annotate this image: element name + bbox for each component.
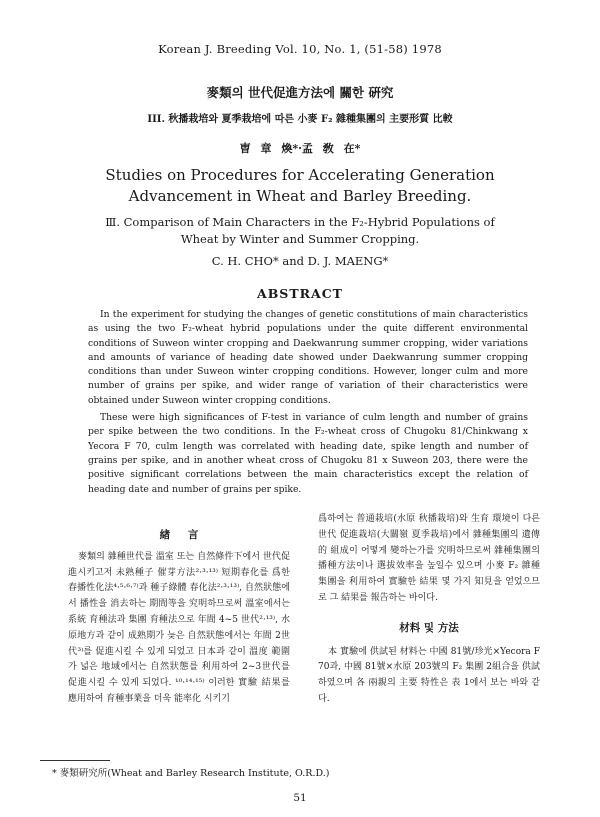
footnote: * 麥類硏究所(Wheat and Barley Research Institute, O.R.D.) <box>52 768 330 779</box>
english-title-line-1: Studies on Procedures for Accelerating Generation <box>105 166 495 184</box>
abstract-body <box>88 308 528 500</box>
right-column <box>318 512 540 708</box>
english-title <box>0 165 600 207</box>
footnote-rule <box>40 760 110 761</box>
intro-text: 麥類의 雜種世代를 溫室 또는 自然條件下에서 世代促進시키고저 未熟種子 催芽方法²·³·¹³⁾ 短期春化를 爲한 春播性化法⁴·⁵·⁶·⁷⁾과 種子綠體 春化法²·³·¹³⁾, 自然狀態에서 播性을 消去하는 期間等을 究明하므로써 溫室에서는 系統 育種法과 集團 育種法으로 年間 4~5 世代²·¹³⁾, 水原地方과 같이 成熟期가 늦은 自然狀態에서는 年間 2世代³⁾를 促進시킬 수 있게 되었고 日本과 같이 溫度 範圍가 넓은 地域에서는 自然狀態를 利用하여 2~3世代를 促進시킬 수 있게 되었다. ¹⁰·¹⁴·¹⁵⁾ 이러한 實驗 結果를 應用하여 育種事業을 더욱 能率化 시키기 <box>68 551 290 704</box>
english-title-line-2: Advancement in Wheat and Barley Breeding. <box>128 187 472 205</box>
left-column <box>68 528 290 708</box>
korean-title: 麥類의 世代促進方法에 關한 硏究 <box>206 85 394 100</box>
intro-heading: 緖 言 <box>159 529 199 541</box>
methods-heading: 材料 및 方法 <box>399 621 459 634</box>
korean-subtitle: III. 秋播栽培와 夏季栽培에 따른 小麥 F₂ 雜種集團의 主要形質 比較 <box>147 114 453 125</box>
english-subtitle-line-2: Wheat by Winter and Summer Cropping. <box>180 232 420 246</box>
english-subtitle <box>0 214 600 248</box>
journal-header: Korean J. Breeding Vol. 10, No. 1, (51-58) 1978 <box>158 42 442 56</box>
abstract-paragraph-2: These were high significances of F-test in variance of culm length and number of grains per spike between the two conditions. In the F₂-wheat cross of Chugoku 81/Chinkwang x Yecora F 70, culm length was correlated with heading date, spike length and number of grains per spike, and in another wheat cross of Chugoku 81 x Suweon 203, there were the positive significant correlations between the main characteristics except the relation of heading date and number of grains per spike. <box>88 412 528 495</box>
korean-authors: 曺 章 煥*·孟 敎 在* <box>239 142 361 155</box>
abstract-paragraph-1: In the experiment for studying the changes of genetic constitutions of main characteristics as using the two F₂-wheat hybrid populations under the quite different environmental conditions of Suweon winter cropping and Daekwanrung summer cropping, wider variations and amounts of variance of heading date showed under Daekwanrung summer cropping conditions than under Suweon winter cropping conditions. However, longer culm and more number of grains per spike, and wider range of variation of their characteristics were obtained under Suweon winter cropping conditions. <box>88 309 528 406</box>
english-subtitle-line-1: Ⅲ. Comparison of Main Characters in the F₂-Hybrid Populations of <box>105 215 495 229</box>
abstract-heading: ABSTRACT <box>257 286 343 301</box>
methods-text: 本 實驗에 供試된 材料는 中國 81號/珍光×Yecora F 70과, 中國 81號×水原 203號의 F₂ 集團 2組合을 供試하였으며 各 兩親의 主要 特性은 表 1에서 보는 바와 같다. <box>318 646 540 704</box>
intro-continued-text: 爲하여는 普通栽培(水原 秋播栽培)와 生育 環境이 다른 世代 促進栽培(大關嶺 夏季栽培)에서 雜種集團의 遺傳的 組成이 어떻게 變하는가를 究明하므로써 雜種集團의 播種方法이나 選拔效率을 높일수 있으며 小麥 F₂ 雜種集團을 利用하여 實驗한 結果 몇 가지 知見을 얻었으므로 그 結果를 報告하는 바이다. <box>318 514 540 603</box>
page-number: 51 <box>293 792 307 804</box>
english-authors: C. H. CHO* and D. J. MAENG* <box>211 254 389 268</box>
